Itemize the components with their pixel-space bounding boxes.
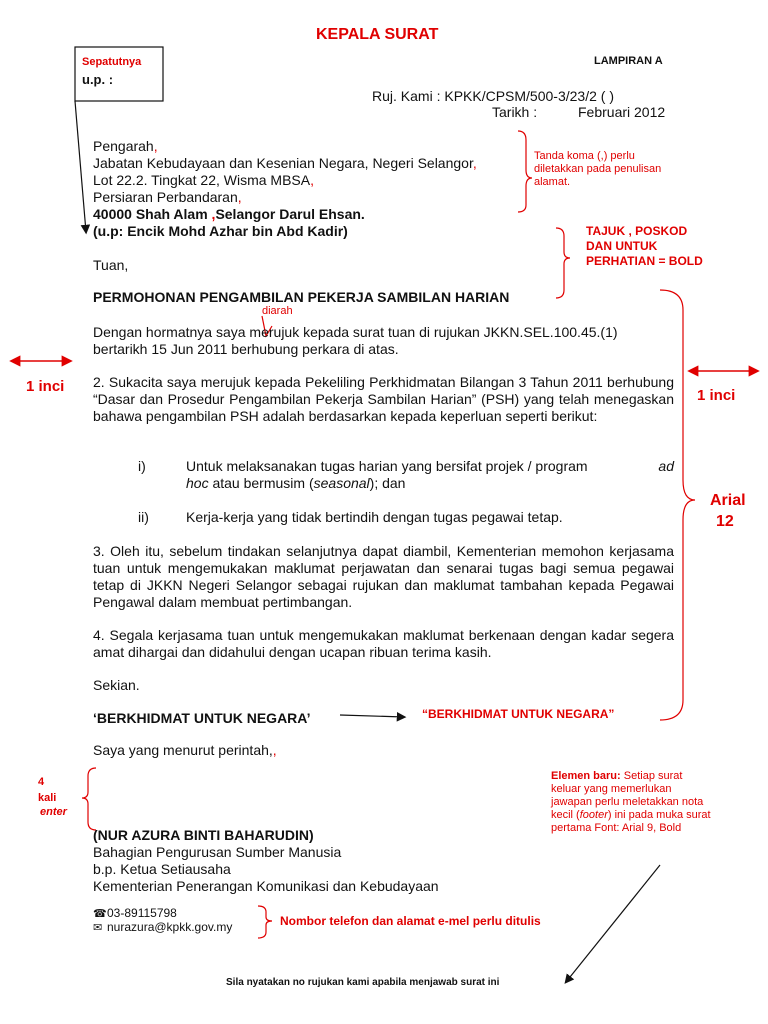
letter-heading: KEPALA SURAT — [316, 26, 439, 43]
address-attention: (u.p: Encik Mohd Azhar bin Abd Kadir) — [93, 223, 348, 239]
signer-ministry: Kementerian Penerangan Komunikasi dan Kebudayaan — [93, 878, 439, 894]
closing-line: Saya yang menurut perintah,, — [93, 742, 277, 758]
right-margin-label: 1 inci — [697, 387, 736, 404]
paragraph-1-line-1: Dengan hormatnya saya merujuk kepada surat tuan di rujukan JKKN.SEL.100.45.(1) — [93, 324, 618, 340]
enter-annotation-3: enter — [40, 806, 67, 818]
font-annotation-2: 12 — [716, 513, 734, 530]
subject-line: PERMOHONAN PENGAMBILAN PEKERJA SAMBILAN HARIAN — [93, 289, 510, 305]
comma-annotation: Tanda koma (,) perlu diletakkan pada penulisan alamat. — [534, 150, 662, 188]
bold-annotation-2: DAN UNTUK — [586, 239, 658, 253]
address-line-1: Pengarah, — [93, 138, 158, 154]
signer-name: (NUR AZURA BINTI BAHARUDIN) — [93, 827, 314, 843]
annotation-box-label: Sepatutnya — [82, 56, 142, 68]
reference-number: Ruj. Kami : KPKK/CPSM/500-3/23/2 ( ) — [372, 88, 614, 104]
enter-annotation-2: kali — [38, 792, 57, 804]
list-item-1-number: i) — [138, 458, 146, 474]
address-line-4: Persiaran Perbandaran, — [93, 189, 242, 205]
lampiran-label: LAMPIRAN A — [594, 55, 663, 67]
signer-division: Bahagian Pengurusan Sumber Manusia — [93, 844, 342, 860]
motto-annotation: “BERKHIDMAT UNTUK NEGARA” — [422, 707, 615, 721]
salutation: Tuan, — [93, 257, 129, 273]
list-item-2-number: ii) — [138, 509, 149, 525]
contact-annotation: Nombor telefon dan alamat e-mel perlu ditulis — [280, 914, 541, 928]
contact-email: ✉ nurazura@kpkk.gov.my — [93, 920, 233, 934]
new-element-annotation: Elemen baru: Setiap surat keluar yang memerlukan jawapan perlu meletakkan nota kecil (footer) ini pada muka surat pertama Font: Arial 9, Bold — [551, 770, 711, 834]
contact-phone: ☎03-89115798 — [93, 906, 177, 920]
list-item-1-text: Untuk melaksanakan tugas harian yang bersifat projek / program ad hoc atau bermusim (seasonal); dan — [186, 458, 674, 491]
annotation-box-up: u.p. : — [82, 72, 114, 87]
enter-annotation-1: 4 — [38, 776, 45, 788]
left-margin-label: 1 inci — [26, 378, 65, 395]
paragraph-4: 4. Segala kerjasama tuan untuk mengemukakan maklumat berkenaan dengan kadar segera amat dihargai dan didahului dengan ucapan ribuan terima kasih. — [93, 627, 674, 660]
bold-annotation-1: TAJUK , POSKOD — [586, 224, 688, 238]
envelope-icon: ✉ — [93, 922, 103, 934]
date-label: Tarikh : — [492, 104, 538, 120]
telephone-icon: ☎ — [93, 908, 107, 920]
list-item-2-text: Kerja-kerja yang tidak bertindih dengan tugas pegawai tetap. — [186, 509, 563, 525]
motto: ‘BERKHIDMAT UNTUK NEGARA’ — [93, 710, 311, 726]
paragraph-2: 2. Sukacita saya merujuk kepada Pekeliling Perkhidmatan Bilangan 3 Tahun 2011 berhubung “Dasar dan Prosedur Pengambilan Pekerja Sambilan Harian” (PSH) yang telah menegaskan bahawa pengambilan PSH adalah berdasarkan kepada keperluan seperti berikut: — [93, 374, 674, 424]
bold-annotation-3: PERHATIAN = BOLD — [586, 254, 703, 268]
diarah-annotation: diarah — [262, 305, 293, 317]
address-line-3: Lot 22.2. Tingkat 22, Wisma MBSA, — [93, 172, 314, 188]
sekian: Sekian. — [93, 677, 140, 693]
signer-on-behalf: b.p. Ketua Setiausaha — [93, 861, 231, 877]
footer-note: Sila nyatakan no rujukan kami apabila menjawab surat ini — [226, 977, 500, 988]
font-annotation-1: Arial — [710, 492, 746, 509]
address-postcode: 40000 Shah Alam ,Selangor Darul Ehsan. — [93, 206, 365, 222]
address-line-2: Jabatan Kebudayaan dan Kesenian Negara, Negeri Selangor, — [93, 155, 477, 171]
paragraph-3: 3. Oleh itu, sebelum tindakan selanjutnya dapat diambil, Kementerian memohon kerjasama tuan untuk mengemukakan maklumat perjawatan dan senarai tugas bagi semua pegawai tetap di JKKN Negeri Selangor sebagai rujukan dan maklumat tambahan kepada Pegawai Pengawal dalam membuat pertimbangan. — [93, 543, 674, 610]
paragraph-1-line-2: bertarikh 15 Jun 2011 berhubung perkara di atas. — [93, 341, 399, 357]
date-value: Februari 2012 — [578, 104, 666, 120]
